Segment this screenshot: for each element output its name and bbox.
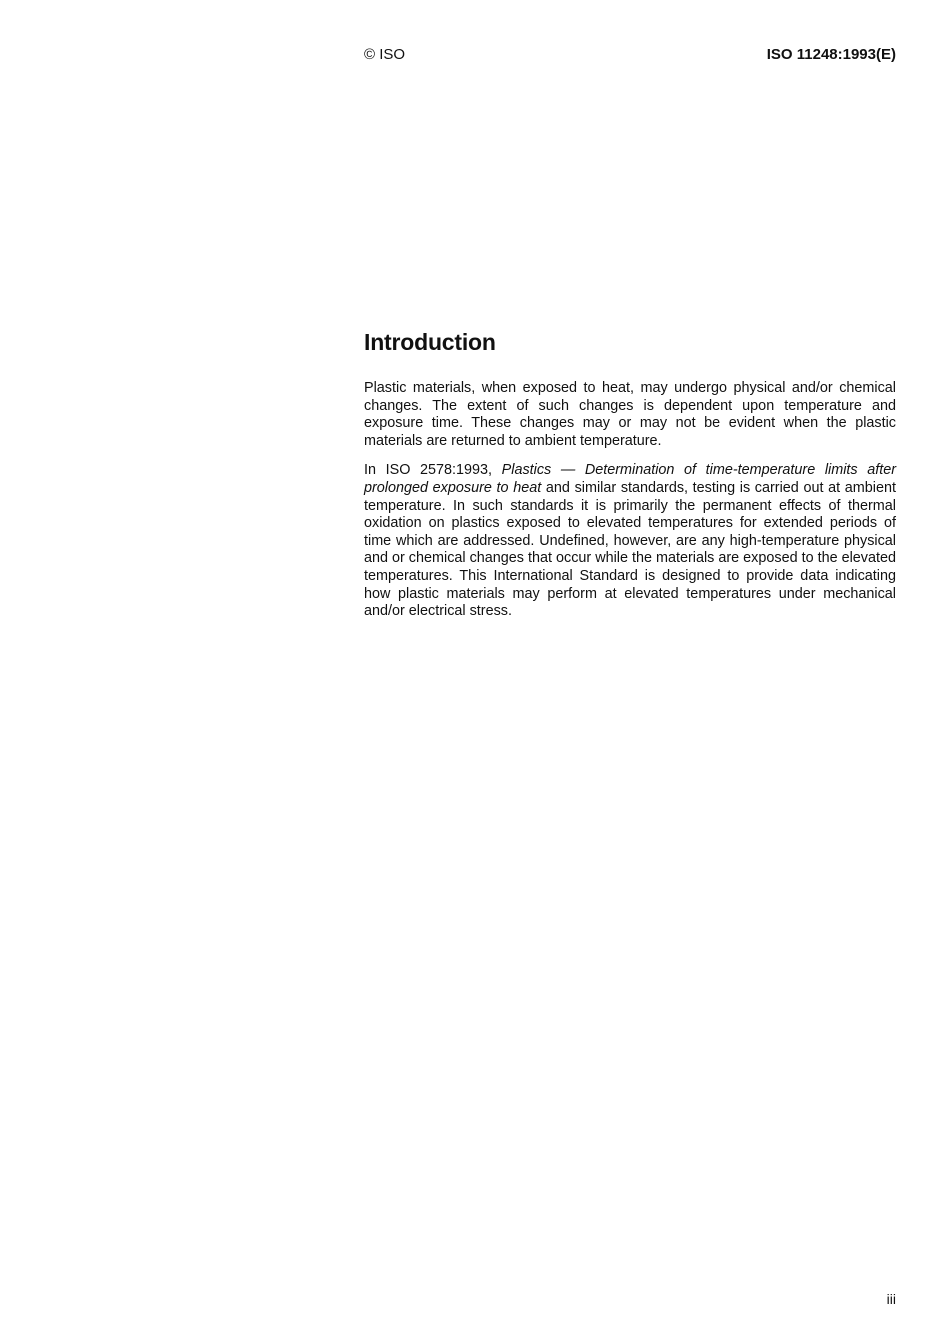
introduction-section <box>364 328 896 633</box>
section-title: Introduction <box>364 329 496 355</box>
paragraph-2-rest: and similar standards, testing is carried out at ambient temperature. In such standards it is primarily the permanent effects of thermal oxidation on plastics exposed to elevated temperatures for extended periods of time which are addressed. Undefined, however, are any high-temperature physical and or chemical changes that occur while the materials are exposed to the elevated temperatures. This International Standard is designed to provide data indicating how plastic materials may perform at elevated temperatures under mechanical and/or electrical stress. <box>364 479 896 620</box>
intro-paragraph-1: Plastic materials, when exposed to heat, may undergo physical and/or chemical changes. The extent of such changes is dependent upon temperature and exposure time. These changes may or may not be evident when the plastic materials are returned to ambient temperature. <box>364 380 896 449</box>
paragraph-2-lead: In ISO 2578:1993, <box>364 462 502 479</box>
page-number: iii <box>886 1291 896 1307</box>
copyright-notice: © ISO <box>364 46 406 63</box>
intro-paragraph-2 <box>364 462 896 620</box>
standard-identifier: ISO 11248:1993(E) <box>766 46 896 63</box>
cited-standard-title: Plastics — Determination of time-temperature limits after prolonged exposure to heat <box>364 462 897 496</box>
